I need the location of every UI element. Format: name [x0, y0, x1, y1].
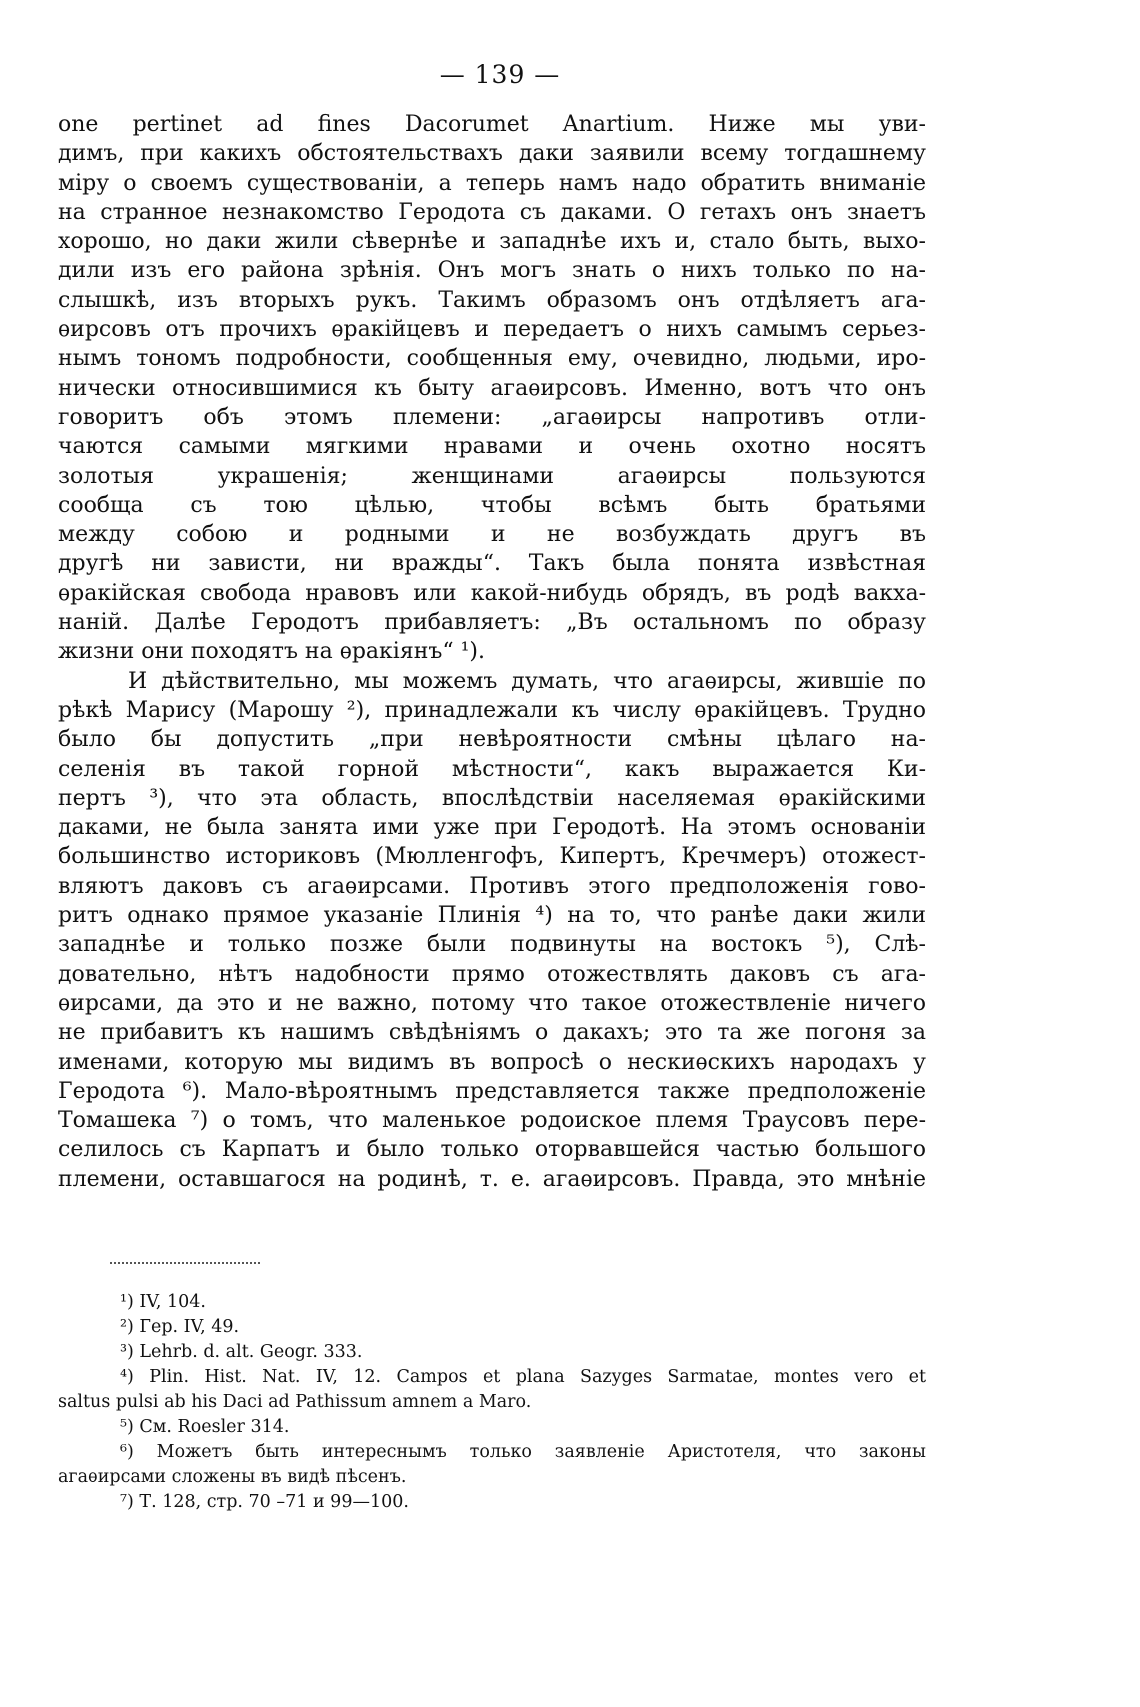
text-line: на странное незнакомство Геродота съ даками. О гетахъ онъ знаетъ	[58, 199, 926, 225]
text-line: западнѣе и только позже были подвинуты на востокъ ⁵), Слѣ-	[58, 932, 926, 958]
text-line: ѳирсами, да это и не важно, потому что такое отожествленіе ничего	[58, 990, 926, 1016]
text-line: И дѣйствительно, мы можемъ думать, что агаѳирсы, жившіе по	[128, 668, 926, 694]
text-line: большинство историковъ (Мюлленгофъ, Кипертъ, Кречмеръ) отожест-	[58, 844, 926, 870]
text-line: сообща съ тою цѣлью, чтобы всѣмъ быть братьями	[58, 492, 926, 518]
footnotes	[58, 1290, 926, 1515]
text-line: ѳракійская свобода нравовъ или какой-нибудь обрядъ, въ родѣ вакха-	[58, 580, 926, 606]
footnote-continuation: агаѳирсами сложены въ видѣ пѣсенъ.	[58, 1467, 407, 1487]
text-line: было бы допустить „при невѣроятности смѣны цѣлаго на-	[58, 727, 926, 753]
text-line: между собою и родными и не возбуждать другъ въ	[58, 522, 926, 548]
text-line: вляютъ даковъ съ агаѳирсами. Противъ этого предположенія гово-	[58, 873, 926, 899]
footnote: ⁷) Т. 128, стр. 70 –71 и 99—100.	[120, 1492, 409, 1512]
text-line: селенія въ такой горной мѣстности“, какъ выражается Ки-	[58, 756, 926, 782]
footnote: ³) Lehrb. d. alt. Geogr. 333.	[120, 1342, 363, 1362]
footnote: ⁶) Можетъ быть интереснымъ только заявленіе Аристотеля, что законы	[120, 1442, 926, 1462]
text-line: золотыя украшенія; женщинами агаѳирсы пользуются	[58, 463, 926, 489]
footnote-separator	[110, 1262, 260, 1264]
footnote: ¹) IV, 104.	[120, 1292, 206, 1312]
text-line: рѣкѣ Марису (Марошу ²), принадлежали къ числу ѳракійцевъ. Трудно	[58, 697, 926, 723]
footnote-continuation: saltus pulsi ab his Daci ad Pathissum amnem a Maro.	[58, 1392, 532, 1412]
text-line: Геродота ⁶). Мало-вѣроятнымъ представляется также предположеніе	[58, 1078, 926, 1104]
page-number: — 139 —	[439, 60, 561, 89]
text-line: димъ, при какихъ обстоятельствахъ даки заявили всему тогдашнему	[58, 141, 926, 167]
text-line: Томашека ⁷) о томъ, что маленькое родоиское племя Траусовъ пере-	[58, 1108, 926, 1134]
text-line: нымъ тономъ подробности, сообщенныя ему, очевидно, людьми, иро-	[58, 346, 926, 372]
text-line: ритъ однако прямое указаніе Плинія ⁴) на то, что ранѣе даки жили	[58, 903, 926, 929]
text-line: довательно, нѣтъ надобности прямо отожествлять даковъ съ ага-	[58, 961, 926, 987]
text-line: міру о своемъ существованіи, а теперь намъ надо обратить вниманіе	[58, 170, 926, 196]
text-line: говоритъ объ этомъ племени: „агаѳирсы напротивъ отли-	[58, 404, 926, 430]
text-line: ѳирсовъ отъ прочихъ ѳракійцевъ и передаетъ о нихъ самымъ серьез-	[58, 317, 926, 343]
footnote: ⁵) См. Roesler 314.	[120, 1417, 290, 1437]
text-line: селилось съ Карпатъ и было только оторвавшейся частью большого	[58, 1137, 926, 1163]
text-line: хорошо, но даки жили сѣвернѣе и западнѣе ихъ и, стало быть, выхо-	[58, 229, 926, 255]
text-line: слышкѣ, изъ вторыхъ рукъ. Такимъ образомъ онъ отдѣляетъ ага-	[58, 287, 926, 313]
text-line: one pertinet ad fines Dacorumet Anartium. Ниже мы уви-	[58, 112, 926, 137]
text-line: дили изъ его района зрѣнія. Онъ могъ знать о нихъ только по на-	[58, 258, 926, 284]
text-line: именами, которую мы видимъ въ вопросѣ о нескиѳскихъ народахъ у	[58, 1049, 926, 1075]
text-line: даками, не была занята ими уже при Геродотѣ. На этомъ основаніи	[58, 815, 926, 841]
text-line: чаются самыми мягкими нравами и очень охотно носятъ	[58, 434, 926, 460]
text-line: нически относившимися къ быту агаѳирсовъ. Именно, вотъ что онъ	[58, 375, 926, 401]
text-line: пертъ ³), что эта область, впослѣдствіи населяемая ѳракійскими	[58, 785, 926, 811]
main-text	[58, 110, 926, 1194]
footnote: ⁴) Plin. Hist. Nat. IV, 12. Campos et plana Sazyges Sarmatae, montes vero et	[120, 1367, 926, 1387]
text-line: наній. Далѣе Геродотъ прибавляетъ: „Въ остальномъ по образу	[58, 610, 926, 636]
text-line: племени, оставшагося на родинѣ, т. е. агаѳирсовъ. Правда, это мнѣніе	[58, 1166, 926, 1192]
text-line: жизни они походятъ на ѳракіянъ“ ¹).	[58, 639, 486, 665]
text-line: другѣ ни зависти, ни вражды“. Такъ была понята извѣстная	[58, 551, 926, 577]
footnote: ²) Гер. IV, 49.	[120, 1317, 240, 1337]
text-line: не прибавитъ къ нашимъ свѣдѣніямъ о дакахъ; это та же погоня за	[58, 1020, 926, 1046]
